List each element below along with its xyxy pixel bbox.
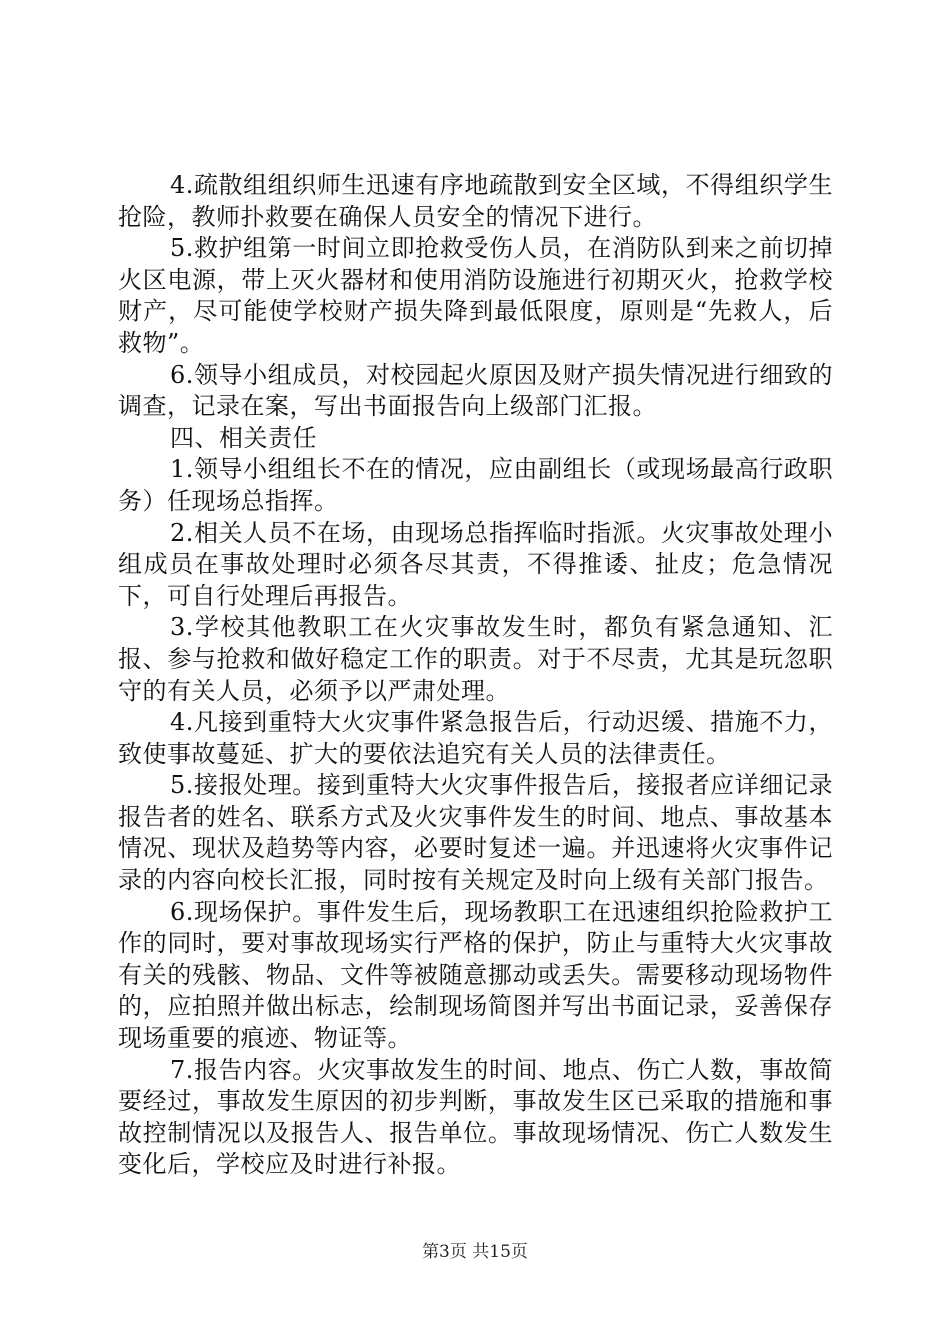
paragraph-evacuation-group: 4.疏散组组织师生迅速有序地疏散到安全区域，不得组织学生抢险，教师扑救要在确保人员安全的情况下进行。	[118, 171, 833, 231]
paragraph-staff-duties: 3.学校其他教职工在火灾事故发生时，都负有紧急通知、汇报、参与抢救和做好稳定工作的职责。对于不尽责，尤其是玩忽职守的有关人员，必须予以严肃处理。	[118, 613, 833, 705]
paragraph-commander-absence: 1.领导小组组长不在的情况，应由副组长（或现场最高行政职务）任现场总指挥。	[118, 455, 833, 515]
paragraph-accountability: 4.凡接到重特大火灾事件紧急报告后，行动迟缓、措施不力，致使事故蔓延、扩大的要依法追究有关人员的法律责任。	[118, 708, 833, 768]
document-body	[118, 170, 833, 1181]
paragraph-scene-protection: 6.现场保护。事件发生后，现场教职工在迅速组织抢险救护工作的同时，要对事故现场实行严格的保护，防止与重特大火灾事故有关的残骸、物品、文件等被随意挪动或丢失。需要移动现场物件的，应拍照并做出标志，绘制现场简图并写出书面记录，妥善保存现场重要的痕迹、物证等。	[118, 897, 833, 1053]
paragraph-report-content: 7.报告内容。火灾事故发生的时间、地点、伤亡人数，事故简要经过，事故发生原因的初步判断，事故发生区已采取的措施和事故控制情况以及报告人、报告单位。事故现场情况、伤亡人数发生变化后，学校应及时进行补报。	[118, 1055, 833, 1179]
page-number-footer: 第3页 共15页	[422, 1242, 528, 1262]
paragraph-report-handling: 5.接报处理。接到重特大火灾事件报告后，接报者应详细记录报告者的姓名、联系方式及火灾事件发生的时间、地点、事故基本情况、现状及趋势等内容，必要时复述一遍。并迅速将火灾事件记录的内容向校长汇报，同时按有关规定及时向上级有关部门报告。	[118, 771, 833, 895]
paragraph-temporary-assignment: 2.相关人员不在场，由现场总指挥临时指派。火灾事故处理小组成员在事故处理时必须各尽其责，不得推诿、扯皮；危急情况下，可自行处理后再报告。	[118, 518, 833, 610]
paragraph-rescue-group: 5.救护组第一时间立即抢救受伤人员，在消防队到来之前切掉火区电源，带上灭火器材和使用消防设施进行初期灭火，抢救学校财产，尽可能使学校财产损失降到最低限度，原则是“先救人，后救物”。	[118, 234, 833, 357]
paragraph-leadership-investigation: 6.领导小组成员，对校园起火原因及财产损失情况进行细致的调查，记录在案，写出书面报告向上级部门汇报。	[118, 360, 833, 421]
section-heading-responsibilities: 四、相关责任	[170, 423, 317, 452]
